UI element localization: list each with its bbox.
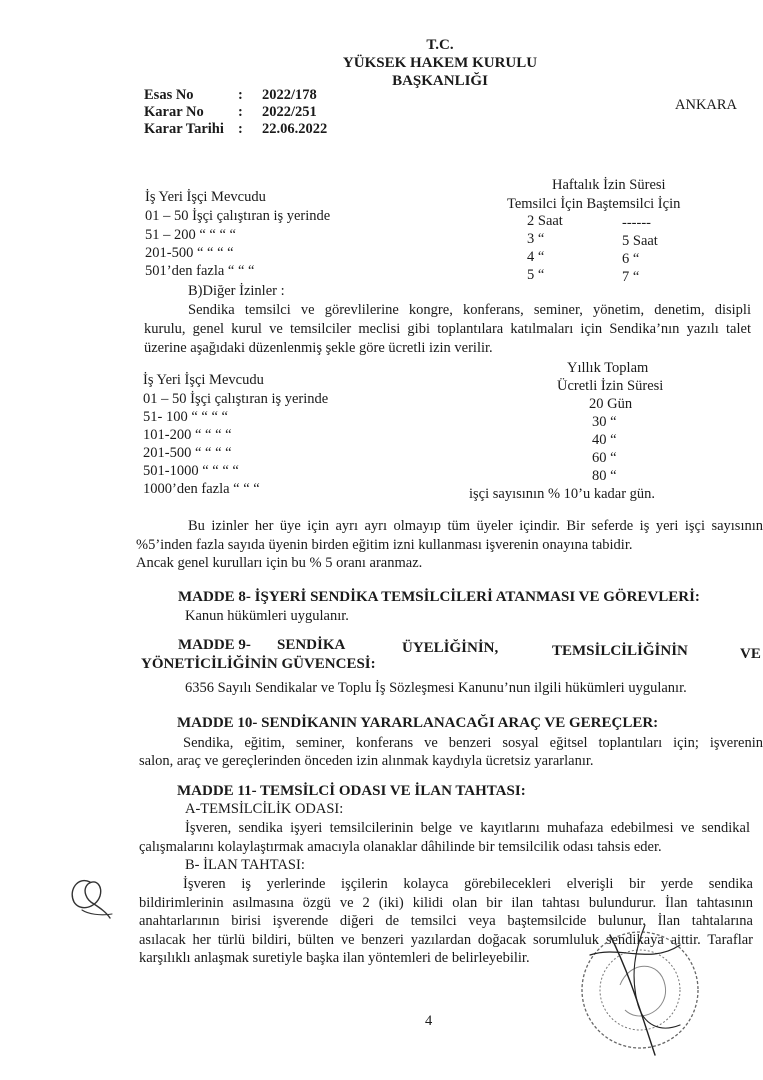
madde11-body-b-line: İşveren iş yerlerinde işçilerin kolayca görebilecekleri elverişli bir yerde sendika: [183, 876, 753, 892]
t1-left-header: İş Yeri İşçi Mevcudu: [145, 189, 266, 205]
madde9-title-line2: YÖNETİCİLİĞİNİN GÜVENCESİ:: [141, 656, 376, 672]
t2-left-header: İş Yeri İşçi Mevcudu: [143, 372, 264, 388]
madde9-title-part: ÜYELİĞİNİN,: [402, 640, 499, 656]
madde11-body-b-line: anahtarlarının birisi işverende diğeri de temsilci veya baştemsilcide bulunur. İlan tahtalarına: [139, 913, 753, 929]
madde8-title: MADDE 8- İŞYERİ SENDİKA TEMSİLCİLERİ ATANMASI VE GÖREVLERİ:: [178, 589, 700, 605]
tarih-label: Karar Tarihi: [144, 121, 224, 137]
madde9-title-part: MADDE 9-: [178, 637, 251, 653]
t1-left-row: 01 – 50 İşçi çalıştıran iş yerinde: [145, 208, 331, 224]
t2-left-row: 201-500 “ “ “ “: [143, 445, 232, 461]
madde11-body-b-line: asılacak her türlü bildiri, bülten ve benzeri yazılardan doğacak sorumluluk sendikaya aittir. Taraflar: [139, 932, 753, 948]
madde10-title: MADDE 10- SENDİKANIN YARARLANACAĞI ARAÇ VE GEREÇLER:: [177, 715, 659, 731]
karar-label: Karar No: [144, 104, 204, 120]
t1-left-row: 201-500 “ “ “ “: [145, 245, 234, 261]
madde11-body-b-line: karşılıklı anlaşmak suretiyle başka ilan yöntemleri de belirleyebilir.: [139, 950, 530, 966]
madde10-body-line: Sendika, eğitim, seminer, konferans ve benzeri sosyal eğitsel toplantıları için; işverenin: [183, 735, 763, 751]
t2-right-cell: 20 Gün: [589, 396, 633, 412]
t2-left-row: 501-1000 “ “ “ “: [143, 463, 239, 479]
madde11-body-b-line: bildirimlerinin asılmasına özgü ve 2 (iki) kilidi olan bir ilan tahtası bulundurur. İlan tahtasının: [139, 895, 753, 911]
madde9-title-part: TEMSİLCİLİĞİNİN: [552, 643, 688, 659]
madde9-title-part: SENDİKA: [277, 637, 346, 653]
note-line: Bu izinler her üye için ayrı ayrı olmayıp tüm üyeler içindir. Bir seferde iş yeri işçi sayısının: [188, 518, 763, 534]
page-number: 4: [425, 1013, 433, 1029]
t2-right-last: işçi sayısının % 10’u kadar gün.: [469, 486, 656, 502]
madde9-title-part: VE: [740, 646, 761, 662]
karar-colon: :: [238, 104, 243, 120]
t1-rep-cell: 4 “: [527, 249, 545, 265]
t2-left-row: 01 – 50 İşçi çalıştıran iş yerinde: [143, 391, 329, 407]
t2-right-cell: 40 “: [592, 432, 617, 448]
t1-rep-cell: 5 “: [527, 267, 545, 283]
t1-right-title: Haftalık İzin Süresi: [552, 177, 666, 193]
section-b-para-line: kurulu, genel kurul ve temsilciler meclisi gibi toplantılara katılmaları için Sendika’nın yazılı talet: [144, 321, 751, 337]
t1-left-row: 501’den fazla “ “ “: [145, 263, 255, 279]
t2-right-subtitle: Ücretli İzin Süresi: [557, 378, 664, 394]
madde10-body-line: salon, araç ve gereçlerinden önceden izin alınmak kaydıyla ücretsiz yararlanır.: [139, 753, 594, 769]
t2-left-row: 1000’den fazla “ “ “: [143, 481, 260, 497]
madde11-body-a-line: İşveren, sendika işyeri temsilcilerinin belge ve kayıtlarını muhafaza edebilmesi ve sendikal: [185, 820, 750, 836]
t1-head-cell: 7 “: [622, 269, 640, 285]
madde11-sub-a: A-TEMSİLCİLİK ODASI:: [185, 801, 344, 817]
t1-head-cell: 5 Saat: [622, 233, 658, 249]
t2-right-title: Yıllık Toplam: [567, 360, 649, 376]
header-tc: T.C.: [426, 37, 454, 53]
madde8-body: Kanun hükümleri uygulanır.: [185, 608, 349, 624]
t1-head-cell: ------: [622, 215, 651, 231]
note-line: %5’inden fazla sayıda üyenin birden eğitim izni kullanması işverenin onayına tabidir.: [136, 537, 633, 553]
madde11-title: MADDE 11- TEMSİLCİ ODASI VE İLAN TAHTASI:: [177, 783, 526, 799]
tarih-colon: :: [238, 121, 243, 137]
madde9-body: 6356 Sayılı Sendikalar ve Toplu İş Sözleşmesi Kanunu’nun ilgili hükümleri uygulanır.: [185, 680, 687, 696]
header-city: ANKARA: [675, 97, 738, 113]
karar-value: 2022/251: [262, 104, 317, 120]
esas-colon: :: [238, 87, 243, 103]
t1-rep-cell: 2 Saat: [527, 213, 563, 229]
t1-left-row: 51 – 200 “ “ “ “: [145, 227, 236, 243]
section-b-title: B)Diğer İzinler :: [188, 283, 285, 299]
t2-left-row: 51- 100 “ “ “ “: [143, 409, 228, 425]
t2-left-row: 101-200 “ “ “ “: [143, 427, 232, 443]
section-b-para-line: üzerine aşağıdaki düzenlenmiş şekle göre ücretli izin verilir.: [144, 340, 493, 356]
section-b-para-line: Sendika temsilci ve görevlilerine kongre, konferans, seminer, yönetim, denetim, disipli: [188, 302, 751, 318]
official-seal-stamp: [560, 915, 720, 1065]
header-presidency: BAŞKANLIĞI: [392, 73, 488, 89]
t1-right-subtitle: Temsilci İçin Baştemsilci İçin: [507, 196, 681, 212]
t2-right-cell: 60 “: [592, 450, 617, 466]
t2-right-cell: 80 “: [592, 468, 617, 484]
note-line: Ancak genel kurulları için bu % 5 oranı aranmaz.: [136, 555, 423, 571]
esas-value: 2022/178: [262, 87, 317, 103]
esas-label: Esas No: [144, 87, 194, 103]
t1-head-cell: 6 “: [622, 251, 640, 267]
tarih-value: 22.06.2022: [262, 121, 328, 137]
handwritten-initial: [60, 860, 120, 930]
header-institution: YÜKSEK HAKEM KURULU: [342, 55, 538, 71]
madde11-body-a-line: çalışmalarını kolaylaştırmak amacıyla olanaklar dâhilinde bir temsilcilik odası tahsis eder.: [139, 839, 662, 855]
t2-right-cell: 30 “: [592, 414, 617, 430]
t1-rep-cell: 3 “: [527, 231, 545, 247]
madde11-sub-b: B- İLAN TAHTASI:: [185, 857, 305, 873]
